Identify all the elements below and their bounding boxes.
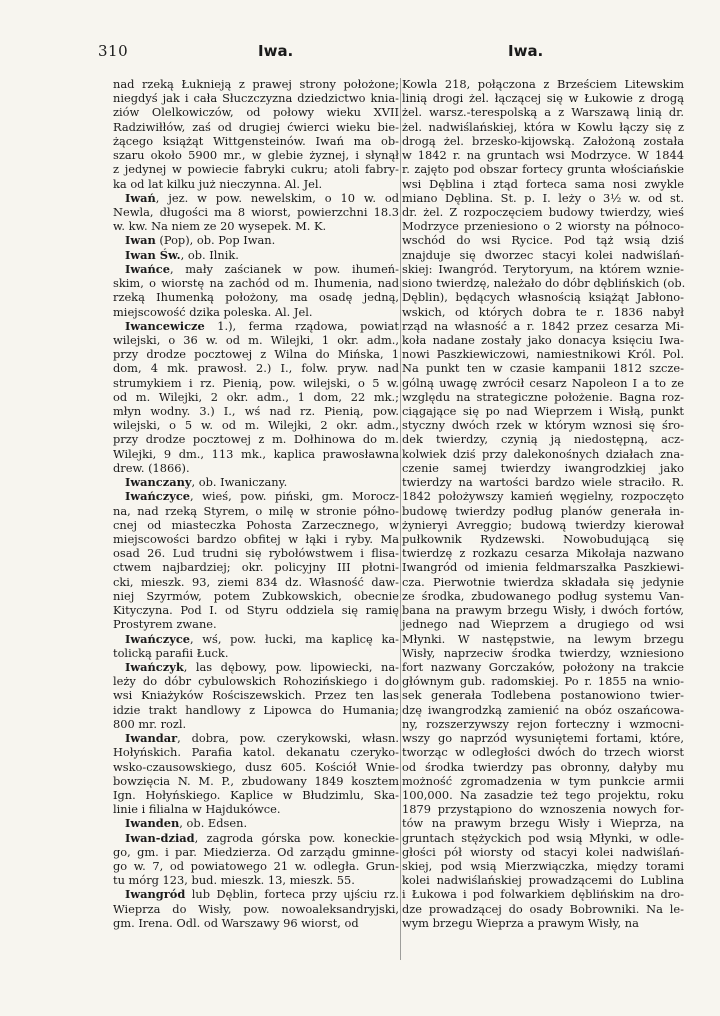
line-text: Newla, długości ma 8 wiorst, powierzchni 18.3	[113, 204, 399, 219]
text-line	[402, 248, 684, 262]
text-line	[113, 134, 399, 148]
entry-headword: Iwan-dziad	[125, 830, 195, 845]
text-line	[113, 603, 399, 617]
text-line	[113, 859, 399, 873]
column-divider	[400, 78, 401, 960]
text-line	[113, 575, 399, 589]
line-text: wsi Kniażyków Rościszewskich. Przez ten las	[113, 688, 399, 703]
line-text: strumykiem i rz. Pienią, pow. wilejski, o 5 w.	[113, 375, 399, 390]
line-text: rząd na własność a r. 1842 przez cesarza Mi-	[402, 318, 684, 333]
text-line	[402, 546, 684, 560]
text-line	[402, 774, 684, 788]
line-text: od m. Wilejki, 2 okr. adm., 1 dom, 22 mk.;	[113, 389, 399, 404]
text-line	[402, 845, 684, 859]
line-text: wilejski, o 5 w. od m. Wilejki, 2 okr. adm.,	[113, 418, 399, 433]
line-text: kolwiek dziś przy dalekonośnych działach zna-	[402, 446, 684, 461]
text-line	[402, 205, 684, 219]
text-line	[113, 305, 399, 319]
line-text: szaru około 5900 mr., w glebie żyznej, i słynął	[113, 148, 399, 163]
text-line	[402, 219, 684, 233]
text-line	[113, 646, 399, 660]
text-line	[113, 319, 399, 333]
line-text: z jedynej w powiecie fabryki cukru; atoli fabry-	[113, 162, 399, 177]
entry-headword: Iwańczyk	[125, 659, 184, 674]
line-text: tu mórg 123, bud. mieszk. 13, mieszk. 55.	[113, 873, 355, 888]
text-line	[402, 290, 684, 304]
line-text: możność zgromadzenia w tym punkcie armii	[402, 773, 684, 788]
text-line	[113, 120, 399, 134]
entry-headword: Iwangród	[125, 887, 186, 902]
text-line	[113, 916, 399, 930]
line-text: fort nazwany Gorczaków, położony na trakcie	[402, 659, 684, 674]
line-text: Na punkt ten w czasie kampanii 1812 szcze-	[402, 361, 684, 376]
line-text: wszy go naprzód wysuniętemi fortami, które,	[402, 731, 684, 746]
line-text: rzeką Ihumenką położony, ma osadę jedną,	[113, 290, 399, 305]
text-line	[113, 404, 399, 418]
line-text: twierdzy na wartości bardzo wiele straciło. R.	[402, 475, 684, 490]
line-text: 1.), ferma rządowa, powiat	[204, 318, 399, 333]
text-line	[113, 518, 399, 532]
line-text: niej Szyrmów, potem Zubkowskich, obecnie	[113, 588, 399, 603]
text-line	[113, 432, 399, 446]
text-line	[113, 177, 399, 191]
text-line	[402, 660, 684, 674]
text-line	[402, 233, 684, 247]
line-text: Hołyńskich. Parafia katol. dekanatu czeryko-	[113, 745, 399, 760]
text-line	[113, 731, 399, 745]
line-text: cnej od miasteczka Pohosta Zarzecznego, w	[113, 517, 399, 532]
line-text: wilejski, o 36 w. od m. Wilejki, 1 okr. adm.,	[113, 332, 399, 347]
text-line	[113, 105, 399, 119]
entry-headword: Iwan Św.	[125, 247, 181, 262]
line-text: wsko-czausowskiego, dusz 605. Kościół Wnie-	[113, 759, 399, 774]
line-text: bowzięcia N. M. P., zbudowany 1849 kosztem	[113, 773, 399, 788]
line-text: głównym gub. radomskiej. Po r. 1855 na wnio-	[402, 674, 684, 689]
text-line	[402, 489, 684, 503]
line-text: żącego książąt Wittgensteinów. Iwań ma ob-	[113, 133, 399, 148]
line-text: 1879 przystąpiono do wznoszenia nowych for-	[402, 802, 684, 817]
text-line	[113, 660, 399, 674]
entry-headword: Iwańczyce	[125, 489, 191, 504]
line-text: żel. warsz.-terespolską a z Warszawą linią dr.	[402, 105, 684, 120]
text-line	[113, 802, 399, 816]
text-line	[402, 589, 684, 603]
line-text: Radziwiłłów, zaś od drugiej ćwierci wieku bie-	[113, 119, 399, 134]
line-text: pułkownik Rydzewski. Nowobudującą się	[402, 532, 684, 546]
text-line	[113, 333, 399, 347]
line-text: ka od lat kilku już nieczynna. Al. Jel.	[113, 176, 323, 191]
entry-headword: Iwan	[125, 233, 156, 248]
line-text: kolei nadwiślańskiej prowadzącemi do Lublina	[402, 873, 684, 888]
text-line	[113, 632, 399, 646]
line-text: twierdzę z rozkazu cesarza Mikołaja nazwano	[402, 546, 684, 561]
entry-headword: Iwań	[125, 190, 156, 205]
running-headword-left: Iwa.	[258, 42, 294, 60]
line-text: dzę iwangrodzką zamienić na obóz oszańcowa-	[402, 702, 684, 717]
line-text: w. kw. Na niem ze 20 wysepek. M. K.	[113, 219, 327, 234]
text-line	[402, 361, 684, 375]
text-line	[113, 873, 399, 887]
line-text: tolicką parafii Łuck.	[113, 645, 229, 660]
line-text: bana na prawym brzegu Wisły, i dwóch fortów,	[402, 603, 684, 618]
line-text: Ign. Hołyńskiego. Kaplice w Błudzimlu, Ska-	[113, 787, 399, 802]
line-text: go, gm. i par. Miedzierza. Od zarządu gminne-	[113, 844, 399, 859]
text-line	[402, 887, 684, 901]
line-text: Kityczyna. Pod I. od Styru oddziela się ramię	[113, 603, 399, 618]
text-line	[113, 77, 399, 91]
line-text: względu na strategiczne położenie. Bagna roz-	[402, 389, 684, 404]
text-line	[402, 802, 684, 816]
text-line	[113, 191, 399, 205]
line-text: żynieryi Avreggio; budową twierdzy kierował	[402, 517, 684, 532]
line-text: , wś, pow. łucki, ma kaplicę ka-	[190, 631, 399, 646]
text-line	[113, 902, 399, 916]
text-line	[402, 376, 684, 390]
text-line	[113, 447, 399, 461]
line-text: osad 26. Lud trudni się rybołówstwem i flisa-	[113, 546, 399, 561]
text-line	[402, 717, 684, 731]
text-line	[113, 504, 399, 518]
text-line	[402, 816, 684, 830]
line-text: dek twierdzy, czynią ją niedostępną, acz-	[402, 432, 684, 447]
text-line	[113, 248, 399, 262]
line-text: ciągające się po nad Wieprzem i Wisłą, punkt	[402, 404, 684, 419]
text-line	[113, 219, 399, 233]
line-text: lub Dęblin, forteca przy ujściu rz.	[185, 887, 399, 902]
line-text: skim, o wiorstę na zachód od m. Ihumenia, nad	[113, 276, 399, 291]
line-text: wschód do wsi Rycice. Pod tąż wsią dziś	[402, 233, 684, 248]
text-line	[113, 461, 399, 475]
text-line	[113, 688, 399, 702]
text-line	[402, 475, 684, 489]
line-text: dom, 4 mk. prawosł. 2.) I., folw. pryw. nad	[113, 361, 399, 376]
line-text: , ob. Ilnik.	[180, 247, 239, 262]
text-line	[402, 603, 684, 617]
line-text: koła nadane zostały jako donacya księciu Iwa-	[402, 332, 684, 347]
text-line	[402, 305, 684, 319]
text-line	[402, 148, 684, 162]
line-text: styczny dwóch rzek w którym wznosi się śro-	[402, 418, 684, 433]
line-text: ny, rozszerzywszy rejon forteczny i wzmocni-	[402, 716, 684, 731]
line-text: , mały zaścianek w pow. ihumeń-	[169, 261, 399, 276]
text-line	[402, 333, 684, 347]
line-text: głości pół wiorsty od stacyi kolei nadwiślań-	[402, 844, 684, 859]
line-text: skiej: Iwangród. Terytoryum, na którem wznie-	[402, 261, 684, 276]
line-text: , ob. Edsen.	[179, 816, 248, 831]
line-text: , zagroda górska pow. koneckie-	[194, 830, 399, 845]
line-text: skiej, pod wsią Mierzwiączka, między torami	[402, 859, 684, 874]
text-line	[113, 91, 399, 105]
line-text: 100,000. Na zasadzie też tego projektu, roku	[402, 787, 684, 802]
text-line	[113, 816, 399, 830]
text-line	[402, 617, 684, 631]
running-headword-right: Iwa.	[508, 42, 544, 60]
line-text: w 1842 r. na gruntach wsi Modrzyce. W 1844	[402, 148, 684, 163]
line-text: , ob. Iwaniczany.	[191, 475, 288, 490]
line-text: ctwem najbardziej; okr. policyjny III płotni-	[113, 560, 399, 575]
text-line	[402, 91, 684, 105]
text-line	[402, 873, 684, 887]
text-line	[113, 233, 399, 247]
text-line	[113, 788, 399, 802]
text-line	[113, 589, 399, 603]
text-line	[402, 120, 684, 134]
text-line	[113, 418, 399, 432]
text-line	[113, 489, 399, 503]
entry-headword: Iwanczany	[125, 475, 192, 490]
line-text: od środka twierdzy pas obronny, dałyby mu	[402, 759, 684, 774]
text-line	[402, 418, 684, 432]
text-line	[402, 77, 684, 91]
line-text: gm. Irena. Odl. od Warszawy 96 wiorst, od	[113, 915, 359, 930]
line-text: Dęblin), będących własnością książąt Jabłono-	[402, 290, 684, 305]
line-text: dr. żel. Z rozpoczęciem budowy twierdzy, wieś	[402, 204, 684, 219]
text-line	[402, 674, 684, 688]
text-line	[113, 276, 399, 290]
line-text: wym brzegu Wieprza a prawym Wisły, na	[402, 915, 639, 930]
line-text: ziów Olelkowiczów, od połowy wieku XVII	[113, 105, 399, 120]
line-text: cki, mieszk. 93, ziemi 834 dz. Własność daw-	[113, 574, 399, 589]
text-line	[402, 760, 684, 774]
text-line	[402, 347, 684, 361]
entry-headword: Iwańczyce	[125, 631, 191, 646]
line-text: gólną uwagę zwrócił cesarz Napoleon I a to ze	[402, 375, 684, 390]
text-line	[113, 376, 399, 390]
text-line	[113, 347, 399, 361]
text-line	[113, 760, 399, 774]
text-line	[402, 560, 684, 574]
text-line	[113, 717, 399, 731]
text-line	[402, 646, 684, 660]
text-line	[113, 361, 399, 375]
text-line	[402, 177, 684, 191]
text-line	[113, 774, 399, 788]
text-line	[113, 205, 399, 219]
entry-headword: Iwanden	[125, 816, 180, 831]
line-text: r. zajęto pod obszar fortecy grunta włościańskie	[402, 162, 684, 177]
text-line	[113, 475, 399, 489]
text-line	[402, 575, 684, 589]
line-text: ze środka, zbudowanego podług systemu Van-	[402, 588, 684, 603]
text-line	[113, 532, 399, 546]
line-text: 1842 położywszy kamień węgielny, rozpoczęto	[402, 489, 684, 504]
line-text: linią drogi żel. łączącej się w Łukowie z drogą	[402, 91, 684, 106]
text-line	[402, 731, 684, 745]
text-line	[402, 518, 684, 532]
text-line	[113, 745, 399, 759]
line-text: miejscowość dzika poleska. Al. Jel.	[113, 304, 313, 319]
line-text: , dobra, pow. czerykowski, własn.	[177, 731, 399, 746]
line-text: i Łukowa i pod folwarkiem dęblińskim na dro-	[402, 887, 684, 902]
text-line	[402, 745, 684, 759]
line-text: młyn wodny. 3.) I., wś nad rz. Pienią, pow.	[113, 404, 399, 419]
page-number: 310	[98, 42, 129, 60]
line-text: tów na prawym brzegu Wisły i Wieprza, na	[402, 816, 684, 831]
text-line	[113, 703, 399, 717]
line-text: siono twierdzę, należało do dóbr dęblińskich (ob.	[402, 276, 686, 291]
text-line	[113, 162, 399, 176]
line-text: przy drodze pocztowej z m. Dołhinowa do m.	[113, 432, 399, 447]
line-text: żel. nadwiślańskiej, która w Kowlu łączy się z	[402, 119, 684, 134]
entry-headword: Iwancewicze	[125, 318, 205, 333]
line-text: Kowla 218, połączona z Brześciem Litewskim	[402, 77, 684, 91]
text-line	[402, 504, 684, 518]
line-text: nowi Paszkiewiczowi, namiestnikowi Król. Pol.	[402, 347, 684, 362]
line-text: niegdyś jak i cała Słuczczyzna dziedzictwo knia-	[113, 91, 399, 106]
text-line	[402, 902, 684, 916]
line-text: miejscowości bardzo obfitej w łąki i ryby. Ma	[113, 532, 399, 546]
line-text: 800 mr. rozl.	[113, 716, 187, 731]
line-text: go w. 7, od powiatowego 21 w. odległa. Grun-	[113, 859, 399, 874]
line-text: miano Dęblina. St. p. I. leży o 3½ w. od st.	[402, 190, 684, 205]
text-line	[113, 617, 399, 631]
line-text: znajduje się dworzec stacyi kolei nadwiślań-	[402, 247, 684, 262]
line-text: cza. Pierwotnie twierdza składała się jedynie	[402, 574, 684, 589]
text-line	[402, 788, 684, 802]
line-text: nad rzeką Łuknieją z prawej strony położone;	[113, 77, 399, 91]
text-line	[402, 447, 684, 461]
line-text: jednego nad Wieprzem a drugiego od wsi	[402, 617, 684, 632]
line-text: na, nad rzeką Styrem, o milę w stronie półno-	[113, 503, 399, 518]
line-text: sek generała Todlebena postanowiono twier-	[402, 688, 684, 703]
entry-headword: Iwandar	[125, 731, 178, 746]
text-line	[402, 390, 684, 404]
text-line	[402, 461, 684, 475]
text-line	[402, 688, 684, 702]
line-text: Wilejki, 9 dm., 113 mk., kaplica prawosławna	[113, 446, 399, 461]
line-text: , wieś, pow. piński, gm. Morocz-	[190, 489, 399, 504]
line-text: (Pop), ob. Pop Iwan.	[155, 233, 276, 248]
text-line	[402, 276, 684, 290]
line-text: Modrzyce przeniesiono o 2 wiorsty na północo-	[402, 219, 684, 234]
line-text: budowę twierdzy podług planów generała in-	[402, 503, 684, 518]
text-line	[113, 546, 399, 560]
line-text: Iwangród od imienia feldmarszałka Paszkiewi-	[402, 560, 684, 575]
text-line	[402, 105, 684, 119]
text-line	[402, 632, 684, 646]
line-text: leży do dóbr cybulowskich Rohozińskiego i do	[113, 674, 399, 689]
text-line	[113, 887, 399, 901]
text-line	[402, 404, 684, 418]
line-text: Prostyrem zwane.	[113, 617, 217, 632]
text-line	[402, 262, 684, 276]
text-line	[113, 845, 399, 859]
line-text: , jez. w pow. newelskim, o 10 w. od	[155, 190, 399, 205]
text-line	[402, 162, 684, 176]
line-text: dze prowadzącej do osady Bobrowniki. Na le-	[402, 901, 684, 916]
line-text: linie i filialna w Hajdukówce.	[113, 802, 281, 817]
line-text: Wieprza do Wisły, pow. nowoaleksandryjski,	[113, 901, 399, 916]
text-line	[402, 703, 684, 717]
line-text: gruntach stężyckich pod wsią Młynki, w odle-	[402, 830, 684, 845]
text-line	[402, 432, 684, 446]
line-text: drew. (1866).	[113, 460, 190, 475]
line-text: Młynki. W następstwie, na lewym brzegu	[402, 631, 684, 646]
line-text: Wisły, naprzeciw środka twierdzy, wzniesiono	[402, 645, 684, 660]
line-text: czenie samej twierdzy iwangrodzkiej jako	[402, 460, 684, 475]
text-line	[113, 560, 399, 574]
text-line	[113, 390, 399, 404]
line-text: , las dębowy, pow. lipowiecki, na-	[183, 659, 399, 674]
text-line	[402, 916, 684, 930]
text-line	[402, 319, 684, 333]
text-line	[113, 290, 399, 304]
text-line	[402, 859, 684, 873]
text-line	[113, 674, 399, 688]
line-text: idzie trakt handlowy z Lipowca do Humania;	[113, 702, 399, 717]
text-line	[402, 191, 684, 205]
line-text: tworząc w odległości dwóch do trzech wiorst	[402, 745, 684, 760]
text-line	[113, 831, 399, 845]
text-line	[113, 148, 399, 162]
text-line	[402, 831, 684, 845]
line-text: wsi Dęblina i ztąd forteca sama nosi zwykle	[402, 176, 684, 191]
text-line	[402, 134, 684, 148]
entry-headword: Iwańce	[125, 261, 170, 276]
line-text: drogą żel. brzesko-kijowską. Założoną została	[402, 133, 684, 148]
right-column	[402, 77, 684, 930]
text-line	[402, 532, 684, 546]
line-text: wskich, od których dobra te r. 1836 nabył	[402, 304, 684, 319]
line-text: przy drodze pocztowej z Wilna do Mińska, 1	[113, 347, 399, 362]
left-column	[113, 77, 399, 930]
text-line	[113, 262, 399, 276]
